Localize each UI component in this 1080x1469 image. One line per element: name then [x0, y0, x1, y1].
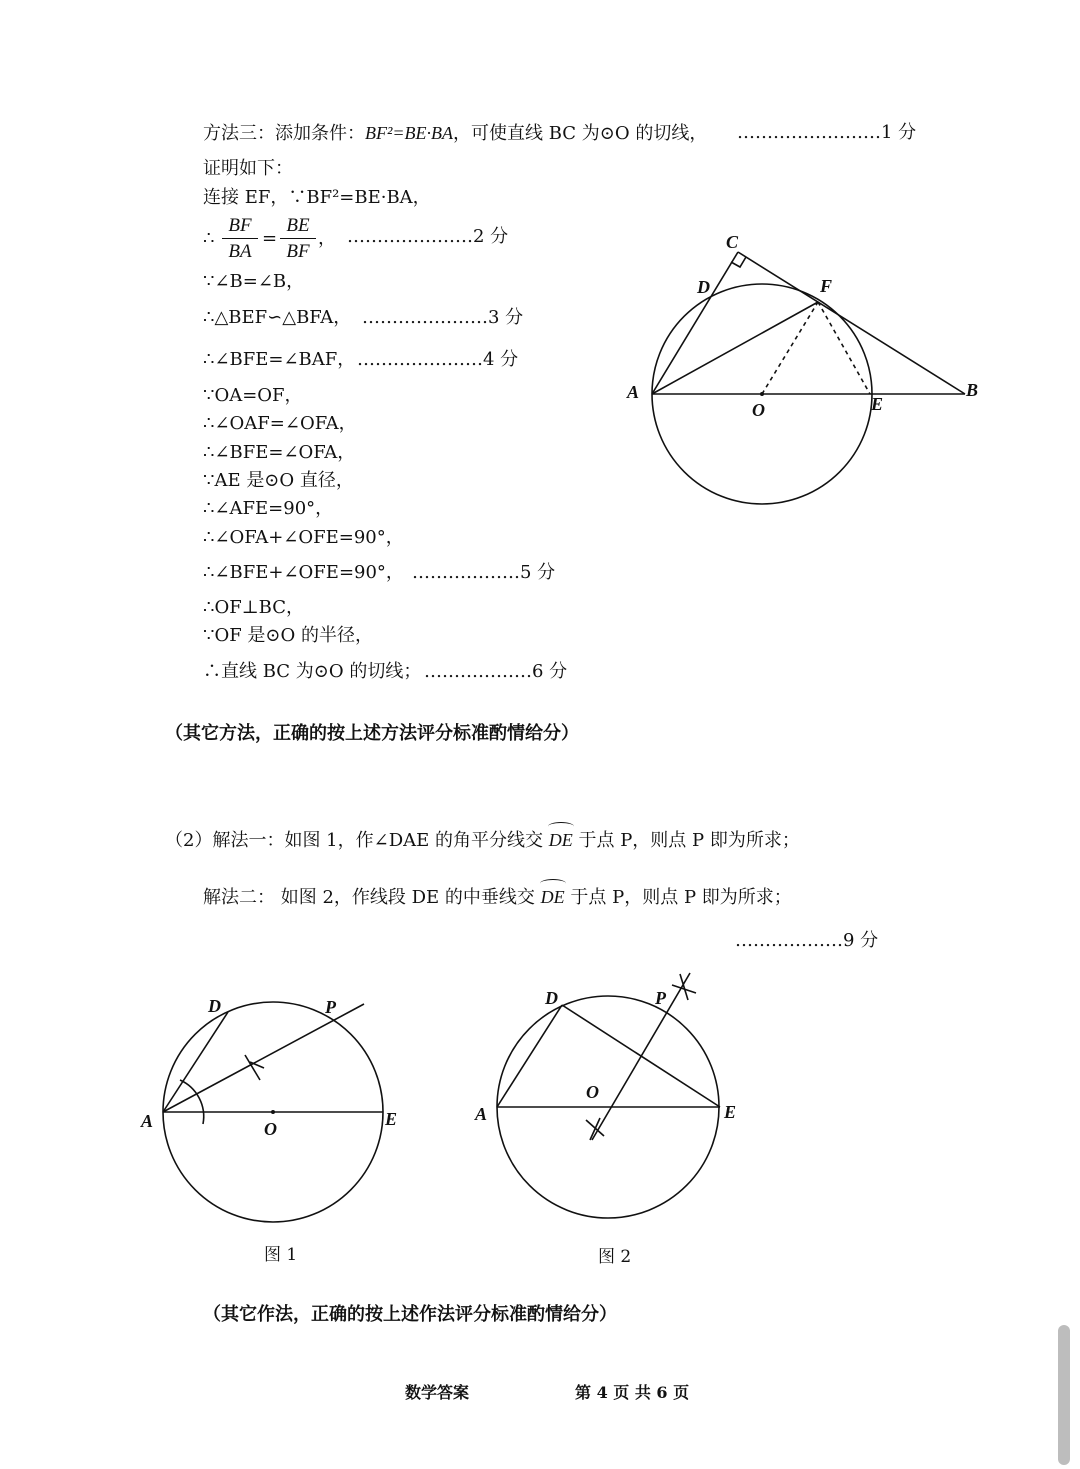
proof-line-1: 连接 EF，∵BF²=BE·BA，: [203, 187, 431, 208]
part2-score: ………………9 分: [735, 930, 879, 951]
proof-line-6: ∵OA=OF，: [203, 385, 303, 406]
label-c: C: [726, 232, 739, 252]
figure-2-caption: 图 2: [598, 1247, 632, 1267]
method3-score: ……………………1 分: [737, 122, 917, 143]
proof-line-12-score: ………………5 分: [412, 562, 556, 583]
method3-condition: BF²=BE·BA: [365, 123, 454, 143]
fig1-label-p: P: [325, 997, 336, 1017]
footer-subject: 数学答案: [405, 1383, 470, 1402]
part2-solution1-a: （2）解法一：如图 1，作∠DAE 的角平分线交: [165, 830, 543, 851]
fig2-segment-ad: [497, 1005, 562, 1107]
fig1-label-d: D: [208, 996, 221, 1016]
fraction-1-denominator: BA: [228, 241, 252, 262]
fig1-label-e: E: [385, 1109, 398, 1129]
arc-de-symbol-2: DE: [541, 883, 565, 909]
proof-line-12: ∴∠BFE+∠OFE=90°，: [203, 562, 404, 583]
fig2-label-p: P: [655, 988, 666, 1008]
part2-solution1-b: 于点 P，则点 P 即为所求；: [578, 830, 800, 851]
proof-line-5-score: …………………4 分: [357, 349, 519, 370]
label-f: F: [820, 276, 833, 296]
proof-line-5: ∴∠BFE=∠BAF，: [203, 349, 356, 370]
proof-line-3: ∵∠B=∠B，: [203, 271, 305, 292]
note-other-constructions: （其它作法，正确的按上述作法评分标准酌情给分）: [203, 1304, 617, 1325]
proof-line-2-suffix: ，: [318, 228, 336, 249]
footer-page-number: 第 4 页 共 6 页: [575, 1383, 690, 1402]
figure-1-caption: 图 1: [264, 1245, 298, 1265]
label-e: E: [871, 394, 884, 414]
fig1-label-a: A: [141, 1111, 154, 1131]
note-other-methods: （其它方法，正确的按上述方法评分标准酌情给分）: [165, 723, 579, 744]
proof-intro: 证明如下：: [203, 158, 293, 179]
proof-line-9: ∵AE 是⊙O 直径，: [203, 470, 354, 491]
fig2-label-a: A: [475, 1104, 488, 1124]
proof-line-15-score: ………………6 分: [424, 661, 568, 682]
proof-line-2-score: …………………2 分: [347, 226, 509, 247]
label-b: B: [966, 380, 979, 400]
fig2-label-d: D: [545, 988, 558, 1008]
proof-line-11: ∴∠OFA+∠OFE=90°，: [203, 527, 404, 548]
part2-solution2-a: 解法二： 如图 2，作线段 DE 的中垂线交: [203, 887, 535, 908]
fraction-1-numerator: BF: [222, 214, 258, 239]
fraction-2-numerator: BE: [280, 214, 316, 239]
method3-rest: ，可使直线 BC 为⊙O 的切线，: [453, 123, 708, 144]
label-o: O: [752, 400, 765, 420]
fig2-label-o: O: [586, 1082, 599, 1102]
fig2-perpendicular-bisector: [592, 973, 690, 1140]
proof-line-4: ∴△BEF∽△BFA，: [203, 307, 352, 328]
proof-line-8: ∴∠BFE=∠OFA，: [203, 442, 356, 463]
proof-line-14: ∵OF 是⊙O 的半径，: [203, 625, 373, 646]
proof-line-13: ∴OF⊥BC，: [203, 597, 304, 618]
proof-line-4-score: …………………3 分: [362, 307, 524, 328]
fraction-2-denominator: BF: [286, 241, 310, 262]
label-d: D: [697, 277, 710, 297]
proof-line-7: ∴∠OAF=∠OFA，: [203, 413, 357, 434]
proof-line-10: ∴∠AFE=90°，: [203, 498, 334, 519]
vertical-scrollbar[interactable]: [1058, 1325, 1070, 1465]
method3-heading: 方法三：添加条件：: [203, 123, 365, 144]
part2-solution2-b: 于点 P，则点 P 即为所求；: [570, 887, 792, 908]
label-a: A: [627, 382, 640, 402]
arc-de-symbol: DE: [549, 826, 573, 852]
fig1-label-o: O: [264, 1119, 277, 1139]
fig2-label-e: E: [724, 1102, 737, 1122]
proof-line-15: ∴直线 BC 为⊙O 的切线；: [203, 661, 422, 682]
equals-sign: =: [262, 228, 278, 249]
proof-line-2-prefix: ∴: [203, 228, 215, 249]
